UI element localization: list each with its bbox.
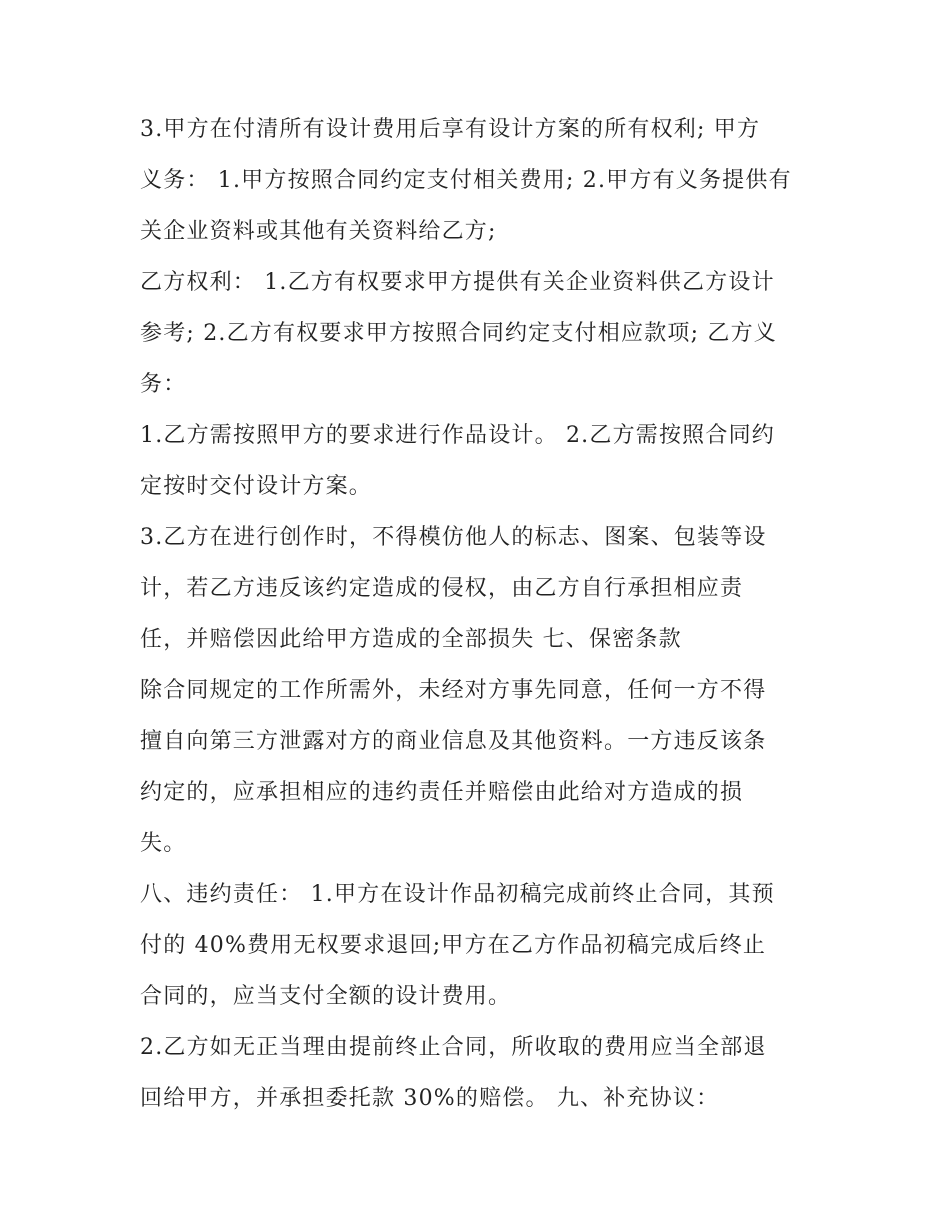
- text-line: 合同的，应当支付全额的设计费用。: [140, 984, 512, 1009]
- text-line: 乙方权利： 1.乙方有权要求甲方提供有关企业资料供乙方设计: [140, 270, 775, 295]
- text-line: 3.甲方在付清所有设计费用后享有设计方案的所有权利; 甲方: [140, 117, 761, 142]
- text-line: 关企业资料或其他有关资料给乙方;: [140, 219, 497, 244]
- text-line: 2.乙方如无正当理由提前终止合同，所收取的费用应当全部退: [140, 1035, 767, 1060]
- text-line: 计，若乙方违反该约定造成的侵权，由乙方自行承担相应责: [140, 576, 744, 601]
- text-line: 3.乙方在进行创作时，不得模仿他人的标志、图案、包装等设: [140, 525, 767, 550]
- text-line: 付的 40%费用无权要求退回;甲方在乙方作品初稿完成后终止: [140, 933, 767, 958]
- text-line: 八、违约责任： 1.甲方在设计作品初稿完成前终止合同，其预: [140, 882, 775, 907]
- text-line: 失。: [140, 831, 187, 856]
- text-line: 定按时交付设计方案。: [140, 474, 373, 499]
- text-line: 义务： 1.甲方按照合同约定支付相关费用; 2.甲方有义务提供有: [140, 168, 792, 193]
- text-line: 任，并赔偿因此给甲方造成的全部损失 七、保密条款: [140, 627, 682, 652]
- text-line: 参考; 2.乙方有权要求甲方按照合同约定支付相应款项; 乙方义: [140, 321, 778, 346]
- text-line: 1.乙方需按照甲方的要求进行作品设计。 2.乙方需按照合同约: [140, 423, 775, 448]
- text-line: 除合同规定的工作所需外，未经对方事先同意，任何一方不得: [140, 678, 767, 703]
- text-line: 约定的，应承担相应的违约责任并赔偿由此给对方造成的损: [140, 780, 744, 805]
- text-line: 回给甲方，并承担委托款 30%的赔偿。 九、补充协议：: [140, 1086, 720, 1111]
- text-line: 擅自向第三方泄露对方的商业信息及其他资料。一方违反该条: [140, 729, 767, 754]
- text-line: 务：: [140, 372, 187, 397]
- document-body: [140, 104, 820, 1124]
